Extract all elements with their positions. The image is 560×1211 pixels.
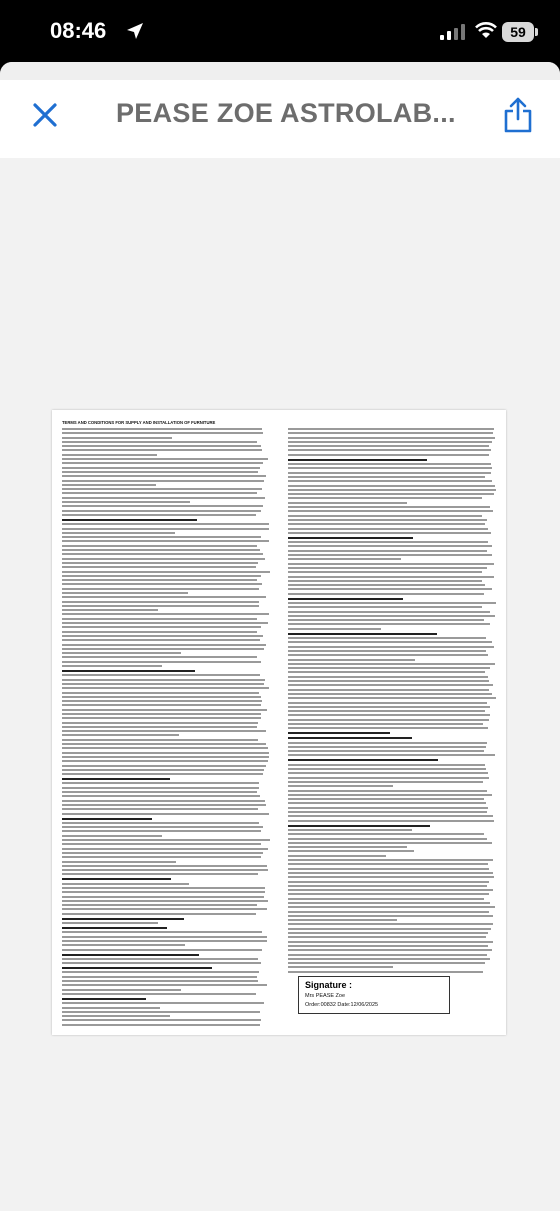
signature-label: Signature : <box>305 980 353 990</box>
document-heading: TERMS AND CONDITIONS FOR SUPPLY AND INSTALLATION OF FURNITURE <box>62 420 216 425</box>
text-line <box>62 545 257 547</box>
text-line <box>62 908 267 910</box>
text-line <box>62 462 263 464</box>
text-line <box>62 904 257 906</box>
text-line <box>62 601 259 603</box>
text-line <box>288 449 491 451</box>
text-line <box>288 459 427 461</box>
text-line <box>62 787 259 789</box>
text-line <box>62 791 257 793</box>
text-line <box>288 441 492 443</box>
text-line <box>288 859 493 861</box>
text-line <box>288 833 484 835</box>
text-line <box>288 706 490 708</box>
text-line <box>288 802 486 804</box>
text-line <box>288 727 488 729</box>
text-line <box>62 523 269 525</box>
battery-tip <box>535 28 538 36</box>
text-line <box>62 752 269 754</box>
text-line <box>288 663 495 665</box>
document-title: PEASE ZOE ASTROLAB... <box>116 98 456 128</box>
text-line <box>62 519 197 521</box>
text-line <box>62 927 167 929</box>
text-line <box>288 611 490 613</box>
text-line <box>62 674 260 676</box>
text-line <box>288 850 414 852</box>
text-line <box>62 826 263 828</box>
text-line <box>62 700 262 702</box>
text-line <box>62 635 263 637</box>
text-line <box>62 778 170 780</box>
text-line <box>62 922 158 924</box>
text-line <box>288 737 412 739</box>
text-line <box>62 869 268 871</box>
text-line <box>62 887 265 889</box>
text-line <box>288 489 496 491</box>
text-line <box>288 485 495 487</box>
text-line <box>288 872 493 874</box>
text-line <box>288 654 488 656</box>
text-line <box>62 967 212 969</box>
text-line <box>62 883 189 885</box>
text-line <box>288 936 486 938</box>
text-line <box>62 984 267 986</box>
text-line <box>62 445 261 447</box>
text-line <box>62 562 258 564</box>
text-line <box>62 756 269 758</box>
text-line <box>288 637 486 639</box>
text-line <box>62 769 264 771</box>
text-line <box>288 962 485 964</box>
text-line <box>62 704 261 706</box>
text-line <box>62 743 266 745</box>
sheet-top-edge <box>0 62 560 80</box>
text-line <box>288 472 491 474</box>
text-line <box>62 940 267 942</box>
text-line <box>288 646 494 648</box>
text-line <box>62 804 266 806</box>
text-line <box>62 896 264 898</box>
text-line <box>62 865 267 867</box>
text-line <box>62 722 258 724</box>
text-line <box>288 868 489 870</box>
text-line <box>288 463 491 465</box>
text-line <box>62 661 261 663</box>
text-line <box>62 931 262 933</box>
text-line <box>288 902 490 904</box>
text-line <box>288 671 485 673</box>
text-line <box>62 734 179 736</box>
text-line <box>62 652 181 654</box>
text-line <box>62 782 259 784</box>
text-line <box>288 932 488 934</box>
text-line <box>62 830 261 832</box>
text-line <box>62 631 257 633</box>
text-line <box>288 754 495 756</box>
text-line <box>288 746 486 748</box>
text-line <box>288 893 489 895</box>
text-line <box>62 848 268 850</box>
text-line <box>288 428 494 430</box>
text-line <box>62 954 199 956</box>
text-line <box>288 445 489 447</box>
terms-column-left <box>62 428 270 1028</box>
text-line <box>62 1002 264 1004</box>
text-line <box>62 532 175 534</box>
text-line <box>62 501 190 503</box>
text-line <box>62 441 257 443</box>
text-line <box>288 714 490 716</box>
text-line <box>288 732 390 734</box>
battery-indicator: 59 <box>502 22 534 42</box>
text-line <box>288 825 430 827</box>
text-line <box>62 505 263 507</box>
text-line <box>62 428 262 430</box>
status-bar <box>0 0 560 62</box>
text-line <box>288 537 413 539</box>
text-line <box>62 839 270 841</box>
text-line <box>288 641 492 643</box>
text-line <box>62 856 261 858</box>
wifi-icon <box>474 21 498 39</box>
text-line <box>62 540 269 542</box>
text-line <box>288 633 437 635</box>
text-line <box>288 563 494 565</box>
text-line <box>288 506 490 508</box>
text-line <box>62 437 172 439</box>
text-line <box>62 1015 170 1017</box>
text-line <box>288 777 489 779</box>
text-line <box>62 683 264 685</box>
text-line <box>62 958 258 960</box>
text-line <box>62 484 156 486</box>
text-line <box>288 768 486 770</box>
text-line <box>62 822 259 824</box>
text-line <box>288 794 492 796</box>
text-line <box>288 958 490 960</box>
text-line <box>62 878 171 880</box>
text-line <box>62 648 264 650</box>
text-line <box>62 843 261 845</box>
text-line <box>288 476 485 478</box>
text-line <box>62 1019 261 1021</box>
text-line <box>288 598 403 600</box>
text-line <box>62 475 266 477</box>
text-line <box>62 553 263 555</box>
text-line <box>288 846 407 848</box>
text-line <box>62 998 146 1000</box>
text-line <box>62 488 262 490</box>
status-time: 08:46 <box>50 18 107 43</box>
document-page[interactable] <box>52 410 506 1035</box>
text-line <box>288 623 490 625</box>
text-line <box>288 588 492 590</box>
text-line <box>62 679 265 681</box>
text-line <box>62 432 263 434</box>
text-line <box>288 523 485 525</box>
text-line <box>62 510 261 512</box>
text-line <box>288 885 487 887</box>
share-icon[interactable] <box>503 97 533 133</box>
text-line <box>288 923 493 925</box>
text-line <box>288 454 489 456</box>
text-line <box>62 644 266 646</box>
text-line <box>288 772 488 774</box>
text-line <box>62 765 266 767</box>
text-line <box>288 615 495 617</box>
text-line <box>288 785 393 787</box>
text-line <box>288 628 381 630</box>
text-line <box>62 480 264 482</box>
text-line <box>288 710 485 712</box>
text-line <box>62 818 152 820</box>
text-line <box>62 900 268 902</box>
text-line <box>288 889 493 891</box>
text-line <box>288 838 487 840</box>
text-line <box>288 719 489 721</box>
text-line <box>62 687 269 689</box>
text-line <box>288 941 493 943</box>
text-line <box>62 808 258 810</box>
text-line <box>62 467 260 469</box>
text-line <box>288 790 487 792</box>
text-line <box>288 602 496 604</box>
text-line <box>288 437 495 439</box>
text-line <box>62 739 258 741</box>
text-line <box>62 549 260 551</box>
text-line <box>288 750 484 752</box>
text-line <box>288 528 488 530</box>
text-line <box>62 949 262 951</box>
text-line <box>288 954 487 956</box>
text-line <box>288 966 393 968</box>
text-line <box>288 898 484 900</box>
text-line <box>288 576 494 578</box>
text-line <box>62 861 176 863</box>
text-line <box>62 976 257 978</box>
text-line <box>62 497 265 499</box>
text-line <box>288 502 407 504</box>
text-line <box>62 588 259 590</box>
close-icon[interactable] <box>32 102 58 128</box>
text-line <box>62 566 256 568</box>
text-line <box>62 717 261 719</box>
text-line <box>62 800 265 802</box>
text-line <box>288 807 488 809</box>
text-line <box>62 760 268 762</box>
text-line <box>288 558 401 560</box>
text-line <box>288 702 487 704</box>
text-line <box>62 575 261 577</box>
text-line <box>62 692 259 694</box>
text-line <box>288 829 412 831</box>
text-line <box>288 497 482 499</box>
text-line <box>288 781 483 783</box>
text-line <box>62 609 158 611</box>
text-line <box>62 626 261 628</box>
text-line <box>288 676 488 678</box>
text-line <box>62 713 261 715</box>
text-line <box>288 606 482 608</box>
text-line <box>288 876 494 878</box>
text-line <box>288 550 487 552</box>
text-line <box>62 852 263 854</box>
text-line <box>288 515 482 517</box>
signature-order: Order:00832 Date:12/06/2025 <box>305 1002 379 1008</box>
text-line <box>62 571 270 573</box>
text-line <box>62 596 266 598</box>
text-line <box>62 605 259 607</box>
text-line <box>288 650 486 652</box>
text-line <box>288 915 493 917</box>
text-line <box>62 449 262 451</box>
text-line <box>62 492 257 494</box>
text-line <box>288 545 492 547</box>
text-line <box>62 1024 260 1026</box>
text-line <box>288 619 484 621</box>
text-line <box>62 1011 260 1013</box>
text-line <box>288 659 415 661</box>
text-line <box>288 689 489 691</box>
text-line <box>288 811 487 813</box>
text-line <box>62 454 157 456</box>
text-line <box>62 726 257 728</box>
text-line <box>62 730 266 732</box>
cellular-signal-icon <box>440 24 466 40</box>
text-line <box>62 696 261 698</box>
text-line <box>62 813 269 815</box>
text-line <box>288 580 482 582</box>
text-line <box>62 773 263 775</box>
text-line <box>62 747 268 749</box>
text-line <box>288 949 492 951</box>
text-line <box>62 918 184 920</box>
text-line <box>288 467 492 469</box>
text-line <box>288 493 494 495</box>
text-line <box>62 558 265 560</box>
text-line <box>62 514 256 516</box>
text-line <box>62 656 257 658</box>
text-line <box>288 541 488 543</box>
text-line <box>288 667 490 669</box>
text-line <box>288 480 492 482</box>
signature-box <box>298 976 450 1014</box>
text-line <box>288 842 492 844</box>
text-line <box>288 820 494 822</box>
text-line <box>62 980 258 982</box>
text-line <box>288 510 493 512</box>
text-line <box>288 911 489 913</box>
text-line <box>62 993 256 995</box>
text-line <box>288 798 484 800</box>
text-line <box>62 989 181 991</box>
text-line <box>62 639 260 641</box>
text-line <box>288 680 489 682</box>
text-line <box>62 873 258 875</box>
text-line <box>288 697 496 699</box>
text-line <box>62 709 267 711</box>
text-line <box>62 891 265 893</box>
text-line <box>288 971 483 973</box>
text-line <box>62 583 262 585</box>
text-line <box>62 579 257 581</box>
text-line <box>288 764 485 766</box>
text-line <box>288 815 493 817</box>
text-line <box>288 684 493 686</box>
text-line <box>288 906 495 908</box>
text-line <box>288 881 489 883</box>
text-line <box>62 613 269 615</box>
text-line <box>288 593 484 595</box>
text-line <box>288 584 485 586</box>
text-line <box>62 962 261 964</box>
text-line <box>62 471 258 473</box>
text-line <box>288 693 492 695</box>
text-line <box>288 571 482 573</box>
text-line <box>288 567 487 569</box>
text-line <box>62 936 267 938</box>
text-line <box>62 618 257 620</box>
text-line <box>62 670 195 672</box>
signature-name: Mrs PEASE Zoe <box>305 993 346 999</box>
text-line <box>62 913 256 915</box>
text-line <box>288 554 492 556</box>
text-line <box>62 528 269 530</box>
text-line <box>62 622 268 624</box>
text-line <box>288 723 483 725</box>
text-line <box>288 759 438 761</box>
text-line <box>62 1007 160 1009</box>
text-line <box>62 971 259 973</box>
text-line <box>288 432 493 434</box>
text-line <box>62 592 188 594</box>
text-line <box>62 835 162 837</box>
text-line <box>288 863 488 865</box>
text-line <box>288 855 386 857</box>
terms-column-right <box>288 428 496 975</box>
location-arrow-icon <box>126 22 144 40</box>
text-line <box>288 919 397 921</box>
text-line <box>288 532 491 534</box>
text-line <box>62 795 260 797</box>
text-line <box>62 944 185 946</box>
text-line <box>62 665 162 667</box>
text-line <box>288 928 491 930</box>
text-line <box>62 458 268 460</box>
text-line <box>288 519 487 521</box>
text-line <box>62 536 261 538</box>
text-line <box>288 742 487 744</box>
text-line <box>288 945 488 947</box>
